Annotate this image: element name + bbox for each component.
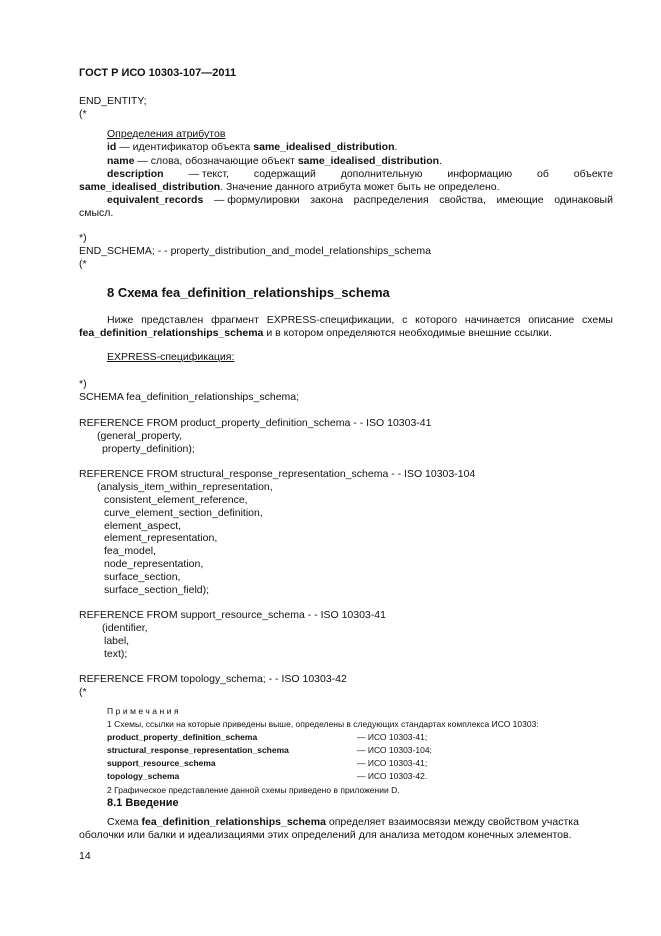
reference-item: element_representation, bbox=[104, 532, 218, 544]
reference-item: label, bbox=[104, 635, 130, 647]
word: содержащий bbox=[253, 168, 316, 180]
reference-item: (general_property, bbox=[97, 430, 183, 442]
reference-item: node_representation, bbox=[104, 558, 204, 570]
reference-line: REFERENCE FROM product_property_definition_schema - - ISO 10303-41 bbox=[79, 417, 432, 429]
open-comment: (* bbox=[79, 108, 87, 120]
note-ref-schema: topology_schema bbox=[107, 771, 180, 781]
reference-item: property_definition); bbox=[102, 443, 195, 455]
attr-name-end: . bbox=[439, 155, 442, 167]
word: представлен bbox=[141, 314, 204, 326]
note-ref-standard: — ИСО 10303-41; bbox=[357, 758, 428, 768]
note-1: 1 Схемы, ссылки на которые приведены выше, определены в следующих стандартах комплекса ИСО 10303: bbox=[107, 719, 539, 729]
section-8-paragraph-line1 bbox=[107, 314, 613, 327]
word: имеющие bbox=[496, 194, 544, 206]
attr-name-text: — слова, обозначающие объект bbox=[134, 155, 298, 167]
word: Ниже bbox=[107, 314, 134, 326]
attr-id-term: id bbox=[107, 141, 117, 153]
attr-name-term: name bbox=[107, 155, 135, 167]
word: которого bbox=[415, 314, 458, 326]
end-entity-line: END_ENTITY; bbox=[79, 95, 147, 107]
word: закона bbox=[310, 194, 344, 206]
section-8-heading: 8 Схема fea_definition_relationships_schema bbox=[107, 285, 390, 300]
attr-name-line bbox=[107, 155, 442, 168]
reference-item: (identifier, bbox=[102, 622, 148, 634]
word: схемы bbox=[581, 314, 613, 326]
paragraph-text: и в котором определяются необходимые внешние ссылки. bbox=[263, 327, 552, 339]
word: объекте bbox=[573, 168, 613, 180]
document-header: ГОСТ Р ИСО 10303-107—2011 bbox=[79, 67, 237, 79]
word: одинаковый bbox=[554, 194, 613, 206]
attr-id-end: . bbox=[394, 141, 398, 153]
attr-id-object: same_idealised_distribution bbox=[253, 141, 395, 153]
word: фрагмент bbox=[211, 314, 259, 326]
reference-item: curve_element_section_definition, bbox=[104, 507, 263, 519]
note-ref-standard: — ИСО 10303-104; bbox=[357, 745, 432, 755]
note-ref-schema: product_property_definition_schema bbox=[107, 732, 258, 742]
word: информацию bbox=[447, 168, 513, 180]
attr-description-term: description bbox=[107, 168, 164, 180]
schema-name: fea_definition_relationships_schema bbox=[141, 816, 326, 828]
close-comment: *) bbox=[79, 232, 87, 244]
word: с bbox=[402, 314, 408, 326]
word: — формулировки bbox=[213, 194, 300, 206]
attr-description-line bbox=[107, 168, 613, 181]
close-comment: *) bbox=[79, 378, 87, 390]
paragraph-text: определяет взаимосвязи между свойством участка bbox=[325, 816, 579, 828]
open-comment: (* bbox=[79, 258, 87, 270]
reference-item: text); bbox=[104, 648, 128, 660]
reference-item: surface_section_field); bbox=[104, 584, 210, 596]
end-schema-line: END_SCHEMA; - - property_distribution_and_model_relationships_schema bbox=[79, 245, 431, 257]
note-2: 2 Графическое представление данной схемы приведено в приложении D. bbox=[107, 785, 400, 795]
schema-name: fea_definition_relationships_schema bbox=[79, 327, 264, 339]
note-ref-schema: structural_response_representation_schema bbox=[107, 745, 289, 755]
attr-description-line2 bbox=[79, 181, 500, 194]
note-ref-schema: support_resource_schema bbox=[107, 758, 216, 768]
word: — текст, bbox=[188, 168, 229, 180]
word: свойства, bbox=[439, 194, 486, 206]
attr-equivalent-line2: смысл. bbox=[79, 207, 114, 219]
notes-title: Примечания bbox=[107, 706, 182, 716]
word: об bbox=[537, 168, 549, 180]
attributes-heading: Определения атрибутов bbox=[107, 128, 226, 140]
express-spec-label: EXPRESS-спецификация: bbox=[107, 351, 235, 363]
reference-item: surface_section, bbox=[104, 571, 181, 583]
word: распределения bbox=[353, 194, 429, 206]
word: описание bbox=[528, 314, 575, 326]
word: EXPRESS-спецификации, bbox=[266, 314, 395, 326]
schema-declaration: SCHEMA fea_definition_relationships_schema; bbox=[79, 391, 300, 403]
attr-id-text: — идентификатор объекта bbox=[116, 141, 254, 153]
reference-item: element_aspect, bbox=[104, 520, 182, 532]
attr-id-line bbox=[107, 141, 397, 154]
reference-item: consistent_element_reference, bbox=[104, 494, 248, 506]
reference-line: REFERENCE FROM structural_response_representation_schema - - ISO 10303-104 bbox=[79, 468, 476, 480]
attr-equivalent-term: equivalent_records bbox=[107, 194, 204, 206]
note-ref-standard: — ИСО 10303-42. bbox=[357, 771, 428, 781]
attr-name-object: same_idealised_distribution bbox=[297, 155, 440, 167]
reference-item: (analysis_item_within_representation, bbox=[97, 481, 273, 493]
reference-line: REFERENCE FROM topology_schema; - - ISO 10303-42 bbox=[79, 673, 347, 685]
section-8-1-paragraph-line1 bbox=[107, 816, 579, 829]
section-8-1-paragraph-line2: оболочки или балки и идеализациями этих определений для анализа методом конечных элементов. bbox=[79, 829, 572, 841]
page-number: 14 bbox=[79, 850, 91, 862]
attr-equivalent-line bbox=[107, 194, 613, 207]
word: начинается bbox=[464, 314, 521, 326]
reference-item: fea_model, bbox=[104, 545, 156, 557]
paragraph-text: Схема bbox=[107, 816, 142, 828]
word: дополнительную bbox=[340, 168, 423, 180]
section-8-1-heading: 8.1 Введение bbox=[107, 797, 179, 809]
section-8-paragraph-line2 bbox=[79, 327, 552, 340]
attr-description-text2: . Значение данного атрибута может быть не определено. bbox=[220, 181, 500, 193]
open-comment: (* bbox=[79, 686, 87, 698]
attr-description-object: same_idealised_distribution bbox=[79, 181, 221, 193]
note-ref-standard: — ИСО 10303-41; bbox=[357, 732, 428, 742]
reference-line: REFERENCE FROM support_resource_schema - - ISO 10303-41 bbox=[79, 609, 386, 621]
